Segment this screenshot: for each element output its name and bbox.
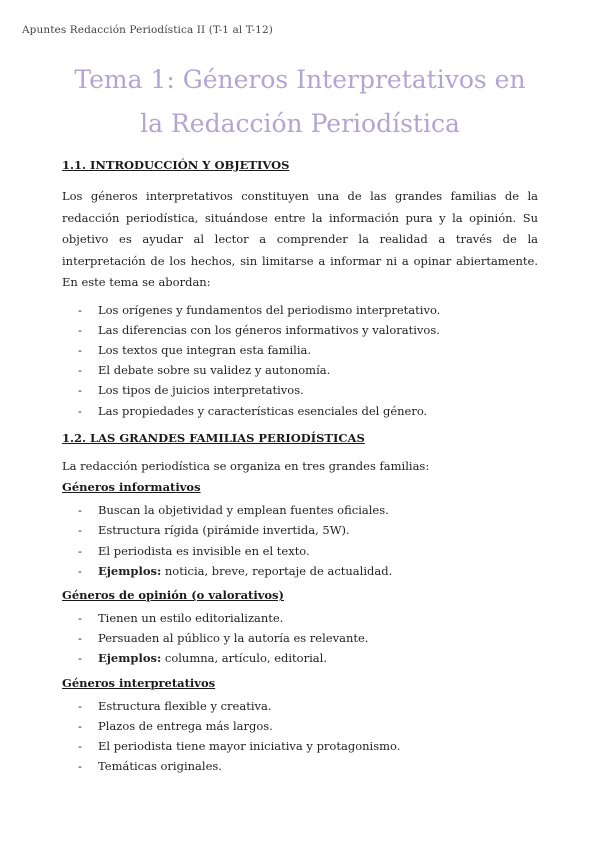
- topics-list: [62, 300, 538, 421]
- bullet-dash: -: [78, 363, 82, 378]
- list-item: - Los orígenes y fundamentos del periodismo interpretativo.: [62, 300, 538, 320]
- list-item-examples: - Ejemplos: columna, artículo, editorial.: [62, 648, 538, 668]
- list-item: - Los textos que integran esta familia.: [62, 340, 538, 360]
- bullet-dash: -: [78, 342, 82, 357]
- list-item: - Persuaden al público y la autoría es relevante.: [62, 628, 538, 648]
- bullet-dash: -: [78, 302, 82, 317]
- bullet-dash: -: [78, 383, 82, 398]
- page-title-line-2: la Redacción Periodística: [140, 109, 460, 138]
- list-item: - Temáticas originales.: [62, 756, 538, 776]
- list-item: - Los tipos de juicios interpretativos.: [62, 380, 538, 400]
- list-item: - Estructura rígida (pirámide invertida, 5W).: [62, 520, 538, 540]
- families-intro: La redacción periodística se organiza en tres grandes familias:: [62, 458, 430, 473]
- bullet-dash: -: [78, 523, 82, 538]
- list-item: - El periodista es invisible en el texto.: [62, 541, 538, 561]
- bullet-dash: -: [78, 698, 82, 713]
- bullet-dash: -: [78, 759, 82, 774]
- list-item: - El debate sobre su validez y autonomía.: [62, 360, 538, 380]
- bullet-dash: -: [78, 563, 82, 578]
- examples-label: Ejemplos:: [98, 651, 162, 666]
- family-heading-informativos: Géneros informativos: [62, 480, 201, 495]
- bullet-dash: -: [78, 631, 82, 646]
- section-heading-intro: 1.1. INTRODUCCIÓN Y OBJETIVOS: [62, 158, 290, 172]
- intro-paragraph: Los géneros interpretativos constituyen una de las grandes familias de la redacción periodística, situándose entre la información pura y la opinión. Su objetivo es ayudar al lector a comprender la realidad a través de la interpretación de los hechos, sin limitarse a informar ni a opinar abiertamente. En este tema se abordan:: [62, 189, 538, 289]
- interpretativos-list: [62, 696, 538, 777]
- opinion-list: [62, 608, 538, 669]
- bullet-dash: -: [78, 543, 82, 558]
- list-item: - Tienen un estilo editorializante.: [62, 608, 538, 628]
- list-item: - Estructura flexible y creativa.: [62, 696, 538, 716]
- page-title: [40, 58, 560, 146]
- family-heading-interpretativos: Géneros interpretativos: [62, 675, 216, 690]
- family-heading-opinion: Géneros de opinión (o valorativos): [62, 588, 284, 603]
- informativos-list: [62, 500, 538, 581]
- list-item: - Plazos de entrega más largos.: [62, 716, 538, 736]
- list-item: - El periodista tiene mayor iniciativa y protagonismo.: [62, 736, 538, 756]
- bullet-dash: -: [78, 651, 82, 666]
- bullet-dash: -: [78, 503, 82, 518]
- list-item-examples: - Ejemplos: noticia, breve, reportaje de actualidad.: [62, 561, 538, 581]
- list-item: - Buscan la objetividad y emplean fuentes oficiales.: [62, 500, 538, 520]
- list-item: - Las diferencias con los géneros informativos y valorativos.: [62, 320, 538, 340]
- bullet-dash: -: [78, 403, 82, 418]
- examples-label: Ejemplos:: [98, 563, 162, 578]
- bullet-dash: -: [78, 718, 82, 733]
- bullet-dash: -: [78, 611, 82, 626]
- running-header: Apuntes Redacción Periodística II (T-1 al T-12): [22, 24, 273, 36]
- page-title-line-1: Tema 1: Géneros Interpretativos en: [74, 65, 526, 94]
- bullet-dash: -: [78, 739, 82, 754]
- document-body: [62, 156, 538, 776]
- bullet-dash: -: [78, 322, 82, 337]
- list-item: - Las propiedades y características esenciales del género.: [62, 401, 538, 421]
- section-heading-families: 1.2. LAS GRANDES FAMILIAS PERIODÍSTICAS: [62, 430, 365, 445]
